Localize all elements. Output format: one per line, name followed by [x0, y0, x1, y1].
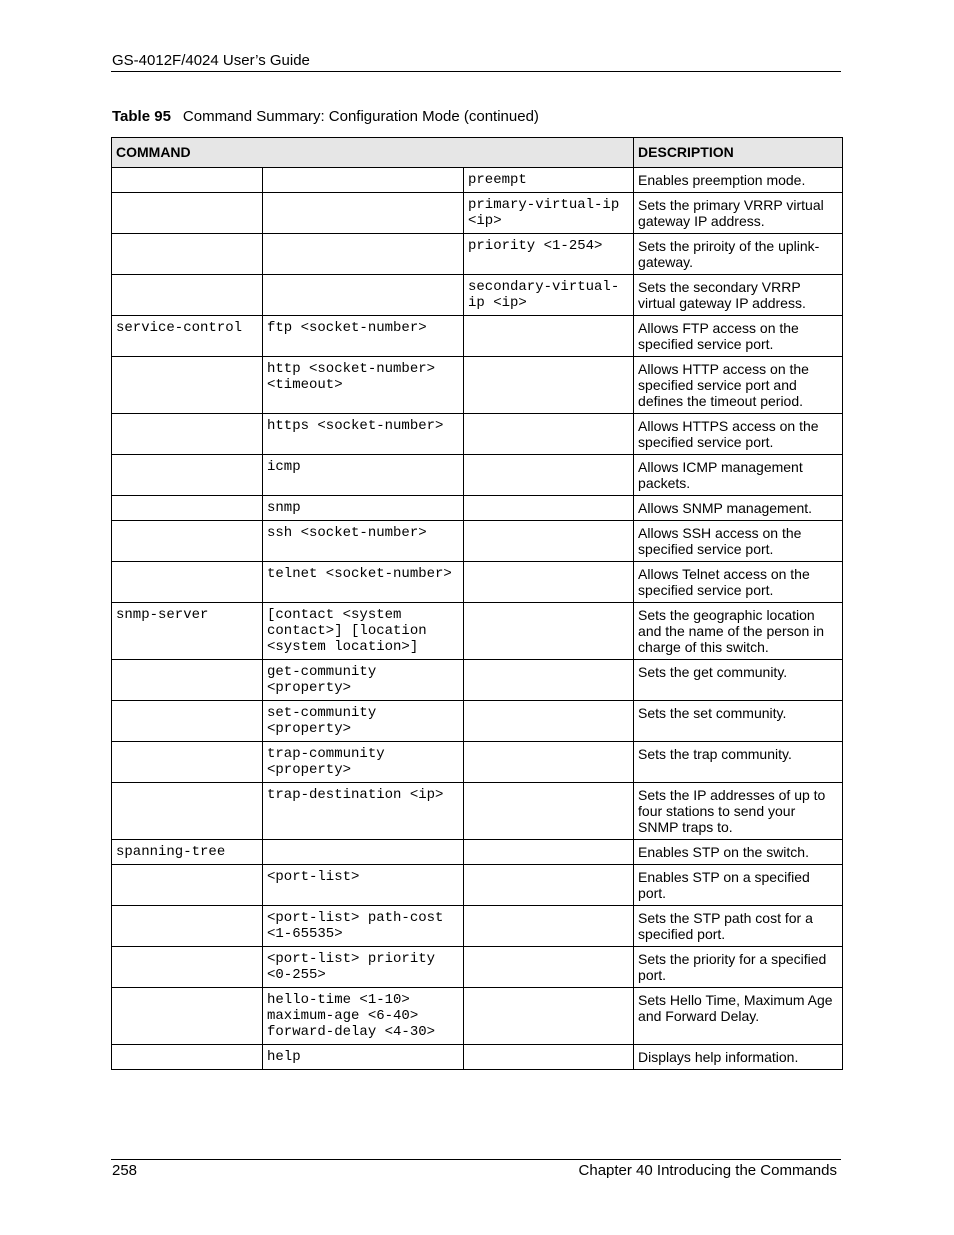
command-level1-cell: snmp-server	[112, 603, 263, 660]
command-level3-cell	[464, 783, 634, 840]
table-row	[112, 603, 843, 660]
description-cell: Sets the STP path cost for a specified port.	[634, 906, 843, 947]
description-cell: Allows ICMP management packets.	[634, 455, 843, 496]
table-row	[112, 865, 843, 906]
command-level2-cell: <port-list> priority <0-255>	[263, 947, 464, 988]
header-rule	[111, 71, 841, 72]
table-row	[112, 193, 843, 234]
command-level2-cell	[263, 840, 464, 865]
table-header-row	[112, 138, 843, 168]
description-cell: Allows SNMP management.	[634, 496, 843, 521]
table-row	[112, 840, 843, 865]
table-caption-label: Table 95	[112, 108, 171, 125]
description-cell: Sets the trap community.	[634, 742, 843, 783]
command-level2-cell: telnet <socket-number>	[263, 562, 464, 603]
table-row	[112, 496, 843, 521]
command-level3-cell	[464, 521, 634, 562]
command-level2-cell: https <socket-number>	[263, 414, 464, 455]
command-level2-cell	[263, 275, 464, 316]
command-level3-cell: preempt	[464, 168, 634, 193]
description-cell: Allows FTP access on the specified service port.	[634, 316, 843, 357]
command-level3-cell	[464, 414, 634, 455]
command-level1-cell	[112, 275, 263, 316]
command-column-header: COMMAND	[112, 138, 634, 168]
command-level3-cell: priority <1-254>	[464, 234, 634, 275]
command-level3-cell	[464, 742, 634, 783]
description-cell: Sets the get community.	[634, 660, 843, 701]
footer-rule	[111, 1159, 841, 1160]
command-level2-cell: snmp	[263, 496, 464, 521]
command-level2-cell: hello-time <1-10> maximum-age <6-40> forward-delay <4-30>	[263, 988, 464, 1045]
command-level2-cell: icmp	[263, 455, 464, 496]
description-cell: Allows HTTPS access on the specified service port.	[634, 414, 843, 455]
command-level1-cell	[112, 865, 263, 906]
command-level1-cell	[112, 988, 263, 1045]
table-row	[112, 562, 843, 603]
command-level3-cell	[464, 357, 634, 414]
command-level2-cell: trap-destination <ip>	[263, 783, 464, 840]
command-level1-cell	[112, 562, 263, 603]
command-level2-cell: <port-list> path-cost <1-65535>	[263, 906, 464, 947]
description-cell: Sets the priroity of the uplink-gateway.	[634, 234, 843, 275]
table-row	[112, 701, 843, 742]
table-row	[112, 783, 843, 840]
description-cell: Enables preemption mode.	[634, 168, 843, 193]
table-row	[112, 414, 843, 455]
description-cell: Sets the set community.	[634, 701, 843, 742]
command-level1-cell: spanning-tree	[112, 840, 263, 865]
table-row	[112, 234, 843, 275]
command-level1-cell	[112, 455, 263, 496]
description-cell: Sets the secondary VRRP virtual gateway IP address.	[634, 275, 843, 316]
command-level2-cell	[263, 193, 464, 234]
description-cell: Allows SSH access on the specified service port.	[634, 521, 843, 562]
command-level2-cell: get-community <property>	[263, 660, 464, 701]
command-level2-cell: help	[263, 1045, 464, 1070]
description-cell: Sets Hello Time, Maximum Age and Forward Delay.	[634, 988, 843, 1045]
command-level2-cell	[263, 168, 464, 193]
running-header-title: GS-4012F/4024 User’s Guide	[112, 52, 310, 69]
table-row	[112, 521, 843, 562]
description-cell: Sets the geographic location and the name of the person in charge of this switch.	[634, 603, 843, 660]
command-level1-cell	[112, 414, 263, 455]
table-row	[112, 316, 843, 357]
table-row	[112, 275, 843, 316]
command-level2-cell: set-community <property>	[263, 701, 464, 742]
description-cell: Allows Telnet access on the specified service port.	[634, 562, 843, 603]
command-level3-cell	[464, 906, 634, 947]
table-row	[112, 947, 843, 988]
description-cell: Enables STP on the switch.	[634, 840, 843, 865]
command-level3-cell	[464, 316, 634, 357]
command-level3-cell	[464, 603, 634, 660]
table-row	[112, 1045, 843, 1070]
command-level3-cell	[464, 840, 634, 865]
command-level2-cell: ftp <socket-number>	[263, 316, 464, 357]
table-row	[112, 455, 843, 496]
command-level1-cell	[112, 742, 263, 783]
command-level3-cell	[464, 865, 634, 906]
command-level1-cell	[112, 357, 263, 414]
table-body	[112, 168, 843, 1070]
command-level2-cell: ssh <socket-number>	[263, 521, 464, 562]
table-row	[112, 988, 843, 1045]
table-caption	[112, 108, 539, 125]
table-row	[112, 660, 843, 701]
description-cell: Enables STP on a specified port.	[634, 865, 843, 906]
command-level1-cell	[112, 168, 263, 193]
command-level1-cell	[112, 947, 263, 988]
command-level1-cell	[112, 521, 263, 562]
command-level1-cell	[112, 1045, 263, 1070]
table-row	[112, 168, 843, 193]
command-level3-cell	[464, 562, 634, 603]
command-level1-cell	[112, 660, 263, 701]
table-caption-text: Command Summary: Configuration Mode (continued)	[182, 108, 539, 125]
command-level2-cell: http <socket-number> <timeout>	[263, 357, 464, 414]
command-level3-cell	[464, 947, 634, 988]
command-level1-cell	[112, 234, 263, 275]
chapter-title: Chapter 40 Introducing the Commands	[578, 1162, 837, 1179]
command-level1-cell	[112, 783, 263, 840]
command-level3-cell	[464, 701, 634, 742]
command-level1-cell: service-control	[112, 316, 263, 357]
command-level2-cell: trap-community <property>	[263, 742, 464, 783]
command-level3-cell: primary-virtual-ip <ip>	[464, 193, 634, 234]
table-row	[112, 742, 843, 783]
description-cell: Sets the IP addresses of up to four stations to send your SNMP traps to.	[634, 783, 843, 840]
command-level3-cell	[464, 455, 634, 496]
command-level3-cell	[464, 496, 634, 521]
command-level3-cell	[464, 988, 634, 1045]
command-level3-cell: secondary-virtual-ip <ip>	[464, 275, 634, 316]
command-level3-cell	[464, 1045, 634, 1070]
command-summary-table	[111, 137, 843, 1070]
command-level1-cell	[112, 701, 263, 742]
command-level2-cell: <port-list>	[263, 865, 464, 906]
command-level2-cell: [contact <system contact>] [location <system location>]	[263, 603, 464, 660]
table-row	[112, 357, 843, 414]
description-cell: Sets the priority for a specified port.	[634, 947, 843, 988]
description-cell: Allows HTTP access on the specified service port and defines the timeout period.	[634, 357, 843, 414]
command-level2-cell	[263, 234, 464, 275]
command-level1-cell	[112, 496, 263, 521]
page-number: 258	[112, 1162, 138, 1179]
description-cell: Sets the primary VRRP virtual gateway IP address.	[634, 193, 843, 234]
command-level1-cell	[112, 906, 263, 947]
description-column-header: DESCRIPTION	[634, 138, 843, 168]
command-level3-cell	[464, 660, 634, 701]
description-cell: Displays help information.	[634, 1045, 843, 1070]
command-level1-cell	[112, 193, 263, 234]
table-row	[112, 906, 843, 947]
